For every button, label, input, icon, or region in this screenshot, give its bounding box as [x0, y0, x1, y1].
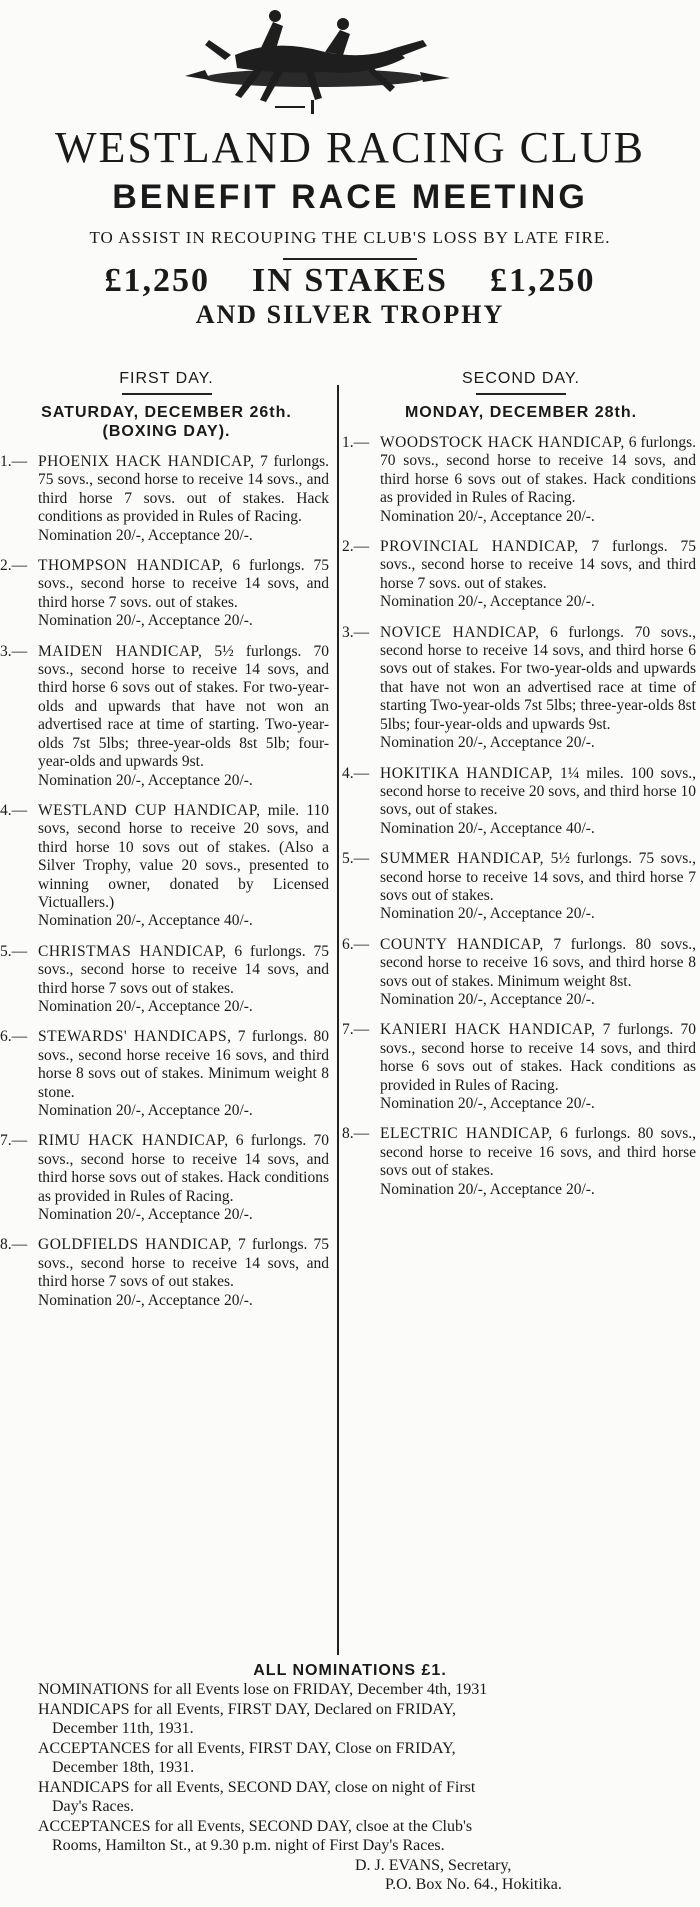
- race-number: 8.—: [342, 1125, 370, 1143]
- race-description: [380, 936, 696, 991]
- race-name: CHRISTMAS HANDICAP,: [38, 942, 227, 960]
- race-nomination: Nomination 20/-, Acceptance 20/-.: [380, 593, 595, 611]
- second-day-date: MONDAY, DECEMBER 28th.: [404, 404, 638, 421]
- race-nomination: Nomination 20/-, Acceptance 20/-.: [38, 771, 253, 789]
- race-nomination: Nomination 20/-, Acceptance 20/-.: [38, 1291, 253, 1309]
- race-nomination: Nomination 20/-, Acceptance 20/-.: [380, 734, 595, 752]
- race-name: KANIERI HACK HANDICAP,: [380, 1021, 596, 1039]
- race-number: 4.—: [0, 801, 28, 819]
- signatory: D. J. EVANS, Secretary,: [355, 1856, 512, 1874]
- second-day-race-8: [342, 1125, 700, 1199]
- race-description: [38, 1028, 329, 1102]
- race-number: 5.—: [0, 942, 28, 960]
- race-description: [380, 538, 696, 593]
- race-name: GOLDFIELDS HANDICAP,: [38, 1236, 232, 1254]
- race-conditions: 5½ furlongs. 70 sovs., second horse to receive 14 sovs, and third horse 6 sovs out of stakes. For two-year-olds and upwards that have not won an advertised race at time of starting. Two-year-olds 7st 5lbs; three-year-olds 8st 5lb; four-year-olds and upwards 9st.: [38, 642, 329, 771]
- meeting-title: BENEFIT RACE MEETING: [112, 178, 588, 216]
- race-nomination: Nomination 20/-, Acceptance 20/-.: [380, 1095, 595, 1112]
- second-day-race-2: [342, 538, 700, 612]
- race-description: [380, 1125, 696, 1180]
- race-name: MAIDEN HANDICAP,: [38, 642, 203, 660]
- race-nomination: Nomination 20/-, Acceptance 20/-.: [38, 612, 253, 630]
- race-description: [38, 802, 329, 912]
- footer-line: NOMINATIONS for all Events lose on FRIDAY, December 4th, 1931: [38, 1681, 488, 1698]
- first-day-note: (BOXING DAY).: [102, 423, 231, 440]
- race-conditions: 7 furlongs. 80 sovs., second horse receive 16 sovs, and third horse 8 sovs out of stakes. Minimum weight 8 stone.: [38, 1028, 329, 1101]
- title-divider: [283, 258, 417, 260]
- race-conditions: 7 furlongs. 70 sovs., second horse to receive 14 sovs, and third horse 6 sovs out of stakes. Hack conditions as provided in Rules of Racing.: [380, 1021, 696, 1094]
- all-nominations: ALL NOMINATIONS £1.: [253, 1662, 447, 1679]
- race-number: 2.—: [342, 538, 370, 556]
- stakes-right: £1,250: [489, 262, 596, 299]
- race-nomination: Nomination 20/-, Acceptance 20/-.: [380, 1180, 595, 1198]
- racehorse-logo: [165, 0, 465, 122]
- race-name: HOKITIKA HANDICAP,: [380, 764, 554, 782]
- race-conditions: 1¼ miles. 100 sovs., second horse to receive 20 sovs, and third horse 10 sovs, out of stakes.: [380, 764, 696, 819]
- race-nomination: Nomination 20/-, Acceptance 20/-.: [38, 1102, 253, 1119]
- second-day-heading: SECOND DAY.: [462, 370, 580, 387]
- race-number: 6.—: [342, 935, 370, 953]
- first-day-column: [0, 370, 333, 1310]
- race-nomination: Nomination 20/-, Acceptance 20/-.: [380, 990, 595, 1008]
- race-conditions: 7 furlongs. 75 sovs., second horse to receive 14 sovs, and third horse 7 sovs of out stakes.: [38, 1236, 329, 1291]
- race-nomination: Nomination 20/-, Acceptance 20/-.: [380, 507, 595, 525]
- race-name: NOVICE HANDICAP,: [380, 623, 540, 641]
- race-number: 1.—: [0, 453, 28, 470]
- first-day-races: [0, 453, 333, 1310]
- trophy-line: AND SILVER TROPHY: [195, 300, 505, 329]
- first-day-race-2: [0, 557, 333, 631]
- race-number: 7.—: [342, 1021, 370, 1039]
- stakes-middle: IN STAKES: [252, 262, 448, 299]
- second-day-race-6: [342, 936, 700, 1010]
- club-title: WESTLAND RACING CLUB: [55, 123, 645, 172]
- footer-line: HANDICAPS for all Events, FIRST DAY, Declared on FRIDAY,: [38, 1700, 456, 1718]
- stakes-left: £1,250: [104, 262, 211, 299]
- race-name: WESTLAND CUP HANDICAP,: [38, 801, 261, 819]
- footer-line: Day's Races.: [52, 1798, 134, 1815]
- race-conditions: 6 furlongs. 75 sovs., second horse to receive 14 sovs, and third horse 7 sovs out of stakes.: [38, 942, 329, 997]
- footer-line: Rooms, Hamilton St., at 9.30 p.m. night of First Day's Races.: [52, 1837, 445, 1854]
- first-day-race-4: [0, 802, 333, 931]
- footer: [0, 1662, 700, 1895]
- race-number: 6.—: [0, 1028, 28, 1046]
- address: P.O. Box No. 64., Hokitika.: [385, 1876, 562, 1893]
- race-description: [38, 943, 329, 998]
- footer-line: December 11th, 1931.: [52, 1720, 194, 1737]
- first-day-race-7: [0, 1132, 333, 1224]
- race-nomination: Nomination 20/-, Acceptance 40/-.: [38, 912, 253, 930]
- race-nomination: Nomination 20/-, Acceptance 20/-.: [38, 526, 253, 544]
- race-number: 3.—: [0, 642, 28, 660]
- first-day-race-8: [0, 1236, 333, 1310]
- race-conditions: 6 furlongs. 70 sovs., second horse to receive 14 sovs, and third horse sovs out of stakes. Hack conditions as provided in Rules of Racing.: [38, 1132, 330, 1205]
- footer-line: HANDICAPS for all Events, SECOND DAY, close on night of First: [38, 1778, 476, 1796]
- race-name: STEWARDS' HANDICAPS,: [38, 1028, 232, 1046]
- second-day-race-5: [342, 850, 700, 924]
- race-description: [380, 624, 696, 734]
- second-day-rule: [476, 393, 566, 395]
- first-day-race-1: [0, 453, 333, 545]
- second-day-race-3: [342, 624, 700, 753]
- race-conditions: 5½ furlongs. 75 sovs., second horse to receive 14 sovs, and third horse 7 sovs out of stakes.: [380, 850, 697, 904]
- race-name: SUMMER HANDICAP,: [380, 850, 544, 868]
- race-nomination: Nomination 20/-, Acceptance 20/-.: [38, 1206, 253, 1224]
- race-number: 8.—: [0, 1236, 28, 1254]
- footer-line: ACCEPTANCES for all Events, FIRST DAY, Close on FRIDAY,: [38, 1739, 456, 1757]
- first-day-race-3: [0, 643, 333, 790]
- race-name: ELECTRIC HANDICAP,: [380, 1125, 553, 1143]
- race-name: THOMPSON HANDICAP,: [38, 557, 224, 575]
- race-nomination: Nomination 20/-, Acceptance 20/-.: [380, 905, 595, 923]
- second-day-races: [342, 434, 700, 1199]
- stakes-line: [0, 262, 700, 300]
- race-name: RIMU HACK HANDICAP,: [38, 1132, 229, 1150]
- race-number: 7.—: [0, 1132, 28, 1150]
- race-number: 3.—: [342, 623, 370, 641]
- race-nomination: Nomination 20/-, Acceptance 20/-.: [38, 997, 253, 1015]
- race-conditions: 6 furlongs. 70 sovs., second horse to receive 14 sovs, and third horse 6 sovs out of stakes. For two-year-olds and upwards that have not won an advertised race at time of starting Two-year-olds 7st 5lbs; three-year-olds 8st 5lbs; four-year-olds and upwards 9st.: [380, 623, 697, 733]
- race-conditions: 7 furlongs. 75 sovs., second horse to receive 14 sovs, and third horse 7 sovs. out of stakes.: [380, 538, 696, 592]
- race-name: COUNTY HANDICAP,: [380, 935, 544, 953]
- second-day-race-4: [342, 765, 700, 839]
- race-description: [38, 1236, 329, 1291]
- footer-line: ACCEPTANCES for all Events, SECOND DAY, clsoe at the Club's: [38, 1817, 473, 1835]
- race-conditions: 6 furlongs. 80 sovs., second horse to receive 16 sovs, and third horse sovs out of stakes.: [380, 1125, 697, 1180]
- second-day-race-7: [342, 1021, 700, 1113]
- column-divider: [337, 385, 339, 1655]
- first-day-date: SATURDAY, DECEMBER 26th.: [41, 404, 292, 421]
- race-description: [380, 850, 696, 905]
- race-description: [38, 453, 329, 527]
- race-description: [38, 1132, 329, 1206]
- race-conditions: 6 furlongs. 70 sovs., second horse to receive 14 sovs, and third horse 6 sovs out of stakes. Hack conditions as provided in Rules of Racing.: [380, 434, 696, 507]
- race-conditions: 7 furlongs. 75 sovs., second horse to receive 14 sovs., and third horse 7 sovs. out of stakes. Hack conditions as provided in Rules of Racing.: [38, 453, 329, 526]
- race-conditions: 7 furlongs. 80 sovs., second horse to receive 16 sovs, and third horse 8 sovs out of stakes. Minimum weight 8st.: [380, 935, 696, 990]
- race-conditions: 6 furlongs. 75 sovs., second horse to receive 14 sovs, and third horse 7 sovs. out of stakes.: [38, 557, 329, 611]
- second-day-column: [342, 370, 700, 1199]
- race-description: [380, 765, 696, 820]
- footer-line: December 18th, 1931.: [52, 1759, 195, 1776]
- race-name: WOODSTOCK HACK HANDICAP,: [380, 434, 625, 451]
- race-number: 2.—: [0, 557, 28, 575]
- race-name: PHOENIX HACK HANDICAP,: [38, 453, 255, 470]
- first-day-race-5: [0, 943, 333, 1017]
- race-description: [38, 643, 329, 772]
- race-description: [380, 1021, 696, 1095]
- race-description: [380, 434, 696, 508]
- race-number: 1.—: [342, 434, 370, 451]
- race-description: [38, 557, 329, 612]
- first-day-heading: FIRST DAY.: [119, 370, 214, 387]
- race-number: 5.—: [342, 850, 370, 868]
- race-name: PROVINCIAL HANDICAP,: [380, 538, 579, 556]
- first-day-race-6: [0, 1028, 333, 1120]
- first-day-rule: [122, 393, 212, 395]
- second-day-race-1: [342, 434, 700, 526]
- purpose-line: TO ASSIST IN RECOUPING THE CLUB'S LOSS BY LATE FIRE.: [89, 228, 611, 247]
- race-conditions: mile. 110 sovs, second horse to receive 20 sovs, and third horse 10 sovs out of stakes. (Also a Silver Trophy, value 20 sovs., presented to winning owner, donated by Licensed Victuallers.): [38, 801, 330, 911]
- race-number: 4.—: [342, 764, 370, 782]
- race-nomination: Nomination 20/-, Acceptance 40/-.: [380, 819, 595, 837]
